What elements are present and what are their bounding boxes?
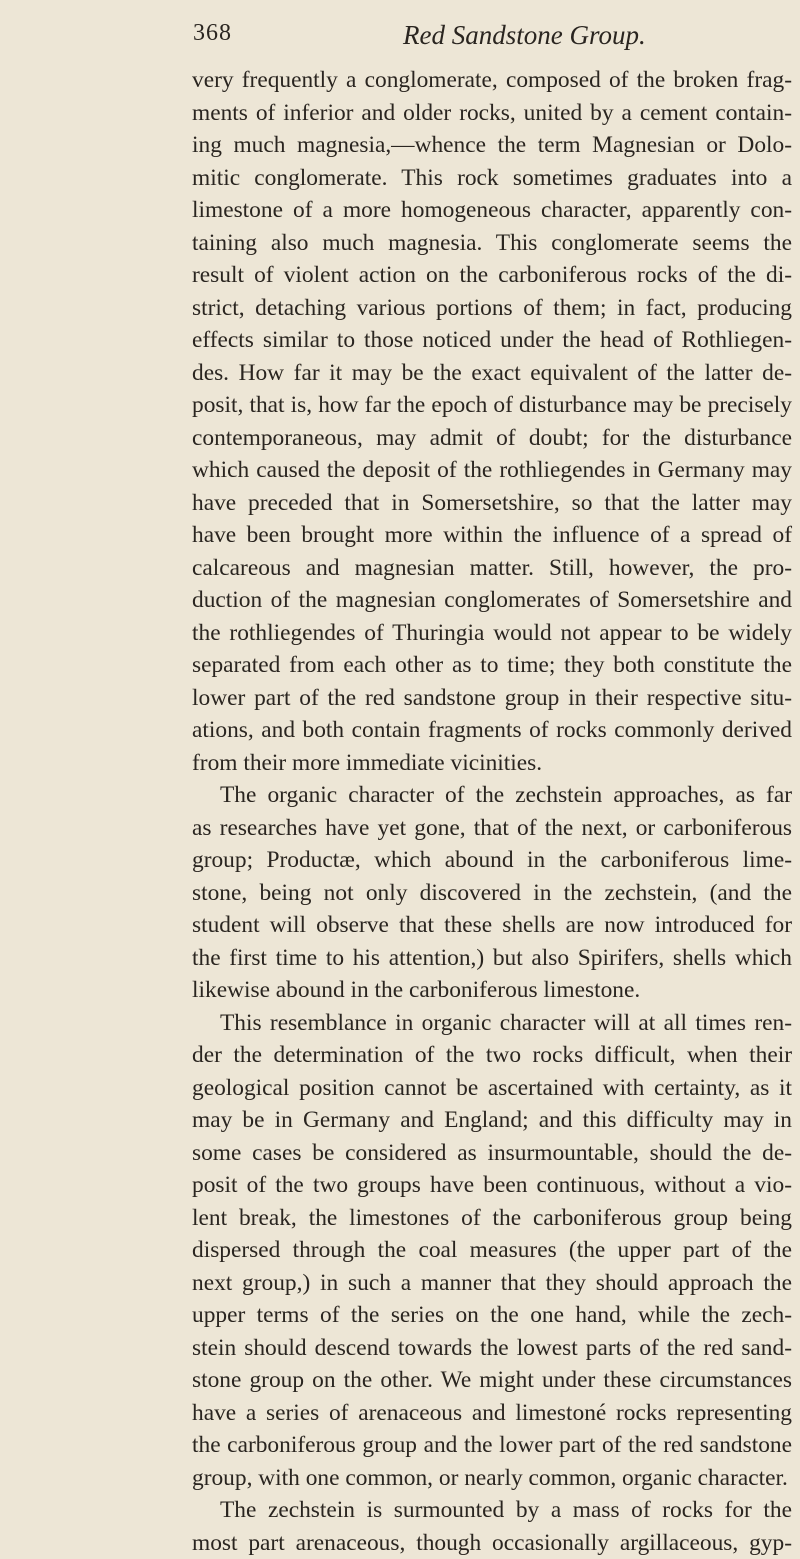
text-line: as researches have yet gone, that of the next, or carboniferous (192, 812, 792, 845)
text-line: ments of inferior and older rocks, united by a cement contain- (192, 97, 792, 130)
text-line: The organic character of the zechstein approaches, as far (192, 779, 792, 812)
text-line: likewise abound in the carboniferous limestone. (192, 974, 792, 1007)
text-line: the first time to his attention,) but also Spirifers, shells which (192, 942, 792, 975)
text-line: mitic conglomerate. This rock sometimes graduates into a (192, 162, 792, 195)
text-line: strict, detaching various portions of them; in fact, producing (192, 292, 792, 325)
body-text (192, 64, 792, 1559)
text-line: result of violent action on the carboniferous rocks of the di- (192, 259, 792, 292)
text-line: des. How far it may be the exact equivalent of the latter de- (192, 357, 792, 390)
text-line: the rothliegendes of Thuringia would not appear to be widely (192, 617, 792, 650)
text-line: next group,) in such a manner that they should approach the (192, 1267, 792, 1300)
text-line: taining also much magnesia. This conglomerate seems the (192, 227, 792, 260)
text-line: posit, that is, how far the epoch of disturbance may be precisely (192, 389, 792, 422)
text-line: dispersed through the coal measures (the upper part of the (192, 1234, 792, 1267)
text-line: from their more immediate vicinities. (192, 747, 792, 780)
page-number: 368 (193, 20, 232, 47)
text-line: very frequently a conglomerate, composed of the broken frag- (192, 64, 792, 97)
text-line: have preceded that in Somersetshire, so that the latter may (192, 487, 792, 520)
text-line: lower part of the red sandstone group in their respective situ- (192, 682, 792, 715)
text-line: student will observe that these shells are now introduced for (192, 909, 792, 942)
text-line: contemporaneous, may admit of doubt; for the disturbance (192, 422, 792, 455)
text-line: may be in Germany and England; and this difficulty may in (192, 1104, 792, 1137)
text-line: lent break, the limestones of the carboniferous group being (192, 1202, 792, 1235)
text-line: duction of the magnesian conglomerates of Somersetshire and (192, 584, 792, 617)
text-line: stone, being not only discovered in the zechstein, (and the (192, 877, 792, 910)
text-line: which caused the deposit of the rothliegendes in Germany may (192, 454, 792, 487)
text-line: the carboniferous group and the lower part of the red sandstone (192, 1429, 792, 1462)
text-line: most part arenaceous, though occasionally argillaceous, gyp- (192, 1527, 792, 1559)
text-line: have been brought more within the influence of a spread of (192, 519, 792, 552)
text-line: der the determination of the two rocks difficult, when their (192, 1039, 792, 1072)
text-line: posit of the two groups have been continuous, without a vio- (192, 1169, 792, 1202)
text-line: separated from each other as to time; they both constitute the (192, 649, 792, 682)
page-header (0, 14, 800, 54)
text-line: The zechstein is surmounted by a mass of rocks for the (192, 1494, 792, 1527)
text-line: ing much magnesia,—whence the term Magnesian or Dolo- (192, 129, 792, 162)
text-line: some cases be considered as insurmountable, should the de- (192, 1137, 792, 1170)
text-line: group; Productæ, which abound in the carboniferous lime- (192, 844, 792, 877)
text-line: limestone of a more homogeneous character, apparently con- (192, 194, 792, 227)
text-line: group, with one common, or nearly common, organic character. (192, 1462, 792, 1495)
text-line: stone group on the other. We might under these circumstances (192, 1364, 792, 1397)
text-line: ations, and both contain fragments of rocks commonly derived (192, 714, 792, 747)
text-line: calcareous and magnesian matter. Still, however, the pro- (192, 552, 792, 585)
text-line: stein should descend towards the lowest parts of the red sand- (192, 1332, 792, 1365)
text-line: upper terms of the series on the one hand, while the zech- (192, 1299, 792, 1332)
text-line: geological position cannot be ascertained with certainty, as it (192, 1072, 792, 1105)
text-line: This resemblance in organic character will at all times ren- (192, 1007, 792, 1040)
text-line: have a series of arenaceous and limestoné rocks representing (192, 1397, 792, 1430)
text-line: effects similar to those noticed under the head of Rothliegen- (192, 324, 792, 357)
running-title: Red Sandstone Group. (403, 20, 646, 51)
